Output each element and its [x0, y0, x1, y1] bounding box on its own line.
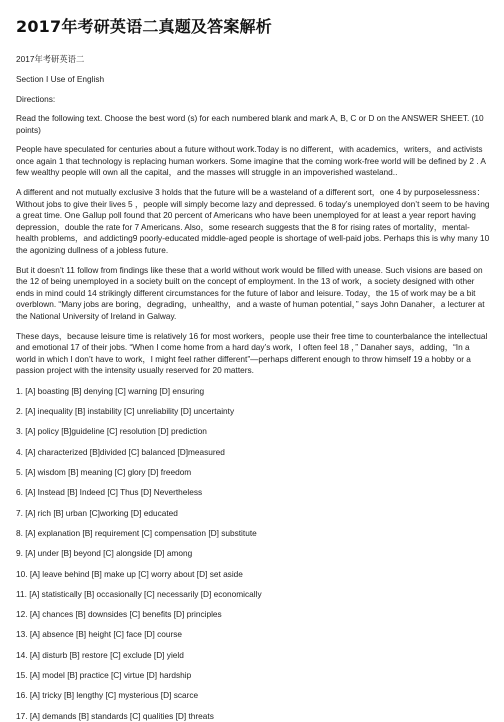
option-line: 16. [A] tricky [B] lengthy [C] mysterious [D] scarce — [16, 690, 199, 701]
option-line: 11. [A] statistically [B] occasionally [C] necessarily [D] economically — [16, 588, 262, 599]
option-line: 12. [A] chances [B] downsides [C] benefits [D] principles — [16, 609, 222, 620]
passage-paragraph-3: But it doesn’t 11 follow from findings like these that a world without work would be filled with unease. Such visions are based on the 12 of being unemployed in a society built on the concept of employment. In the 13 of work，a society designed with other ends in mind could 14 strikingly different circumstances for the future of labor and leisure. Today，the 15 of work may be a bit overblown. “Many jobs are boring，degrading，unhealthy，and a waste of human potential，” says John Danaher，a lecturer at the National University of Ireland in Galway. — [16, 264, 485, 321]
directions-label: Directions: — [16, 94, 56, 104]
option-line: 2. [A] inequality [B] instability [C] unreliability [D] uncertainty — [16, 406, 235, 417]
option-line: 7. [A] rich [B] urban [C]working [D] educated — [16, 507, 178, 518]
passage-paragraph-2: A different and not mutually exclusive 3 holds that the future will be a wasteland of a different sort，one 4 by purposelessness：Without jobs to give their lives 5 ，people will simply become lazy and depressed. 6 today’s unemployed don’t seem to be having a great time. One Gallup poll found that 20 percent of Americans who have been unemployed for at least a year report having depression，double the rate for 7 Americans. Also，some research suggests that the 8 for rising rates of mortality，mental-health problems，and addicting9 poorly-educated middle-aged people is shortage of well-paid jobs. Perhaps this is why many 10 the agonizing dullness of a jobless future. — [16, 186, 490, 255]
option-line: 5. [A] wisdom [B] meaning [C] glory [D] freedom — [16, 467, 192, 478]
option-line: 10. [A] leave behind [B] make up [C] worry about [D] set aside — [16, 568, 243, 579]
directions-text: Read the following text. Choose the best word (s) for each numbered blank and mark A, B, C or D on the ANSWER SHEET. (10 points) — [16, 113, 484, 135]
option-line: 13. [A] absence [B] height [C] face [D] course — [16, 629, 183, 640]
section-heading: Section I Use of English — [16, 74, 105, 84]
option-line: 6. [A] Instead [B] Indeed [C] Thus [D] Nevertheless — [16, 487, 203, 498]
option-line: 4. [A] characterized [B]divided [C] balanced [D]measured — [16, 446, 225, 457]
exam-subtitle: 2017年考研英语二 — [16, 54, 85, 64]
passage-paragraph-1: People have speculated for centuries about a future without work.Today is no different，with academics，writers，and activists once again 1 that technology is replacing human workers. Some imagine that the coming work-free world will be defined by 2 . A few wealthy people will own all the capital，and the masses will struggle in an impoverished wasteland.. — [16, 144, 486, 178]
option-line: 8. [A] explanation [B] requirement [C] compensation [D] substitute — [16, 527, 257, 538]
option-line: 15. [A] model [B] practice [C] virtue [D] hardship — [16, 670, 192, 681]
option-line: 17. [A] demands [B] standards [C] qualities [D] threats — [16, 710, 214, 721]
option-line: 1. [A] boasting [B] denying [C] warning [D] ensuring — [16, 385, 205, 396]
option-line: 14. [A] disturb [B] restore [C] exclude [D] yield — [16, 649, 184, 660]
option-line: 9. [A] under [B] beyond [C] alongside [D] among — [16, 548, 193, 559]
answer-options-list — [16, 385, 490, 722]
option-line: 3. [A] policy [B]guideline [C] resolution [D] prediction — [16, 426, 207, 437]
passage-paragraph-4: These days，because leisure time is relatively 16 for most workers，people use their free time to counterbalance the intellectual and emotional 17 of their jobs. “When I come home from a hard day’s work，I often feel 18 ，” Danaher says，adding，“In a world in which I don’t have to work，I might feel rather different”—perhaps different enough to throw himself 19 a hobby or a passion project with the intensity usually reserved for 20 matters. — [16, 330, 488, 376]
page-title: 2017年考研英语二真题及答案解析 — [16, 17, 272, 36]
